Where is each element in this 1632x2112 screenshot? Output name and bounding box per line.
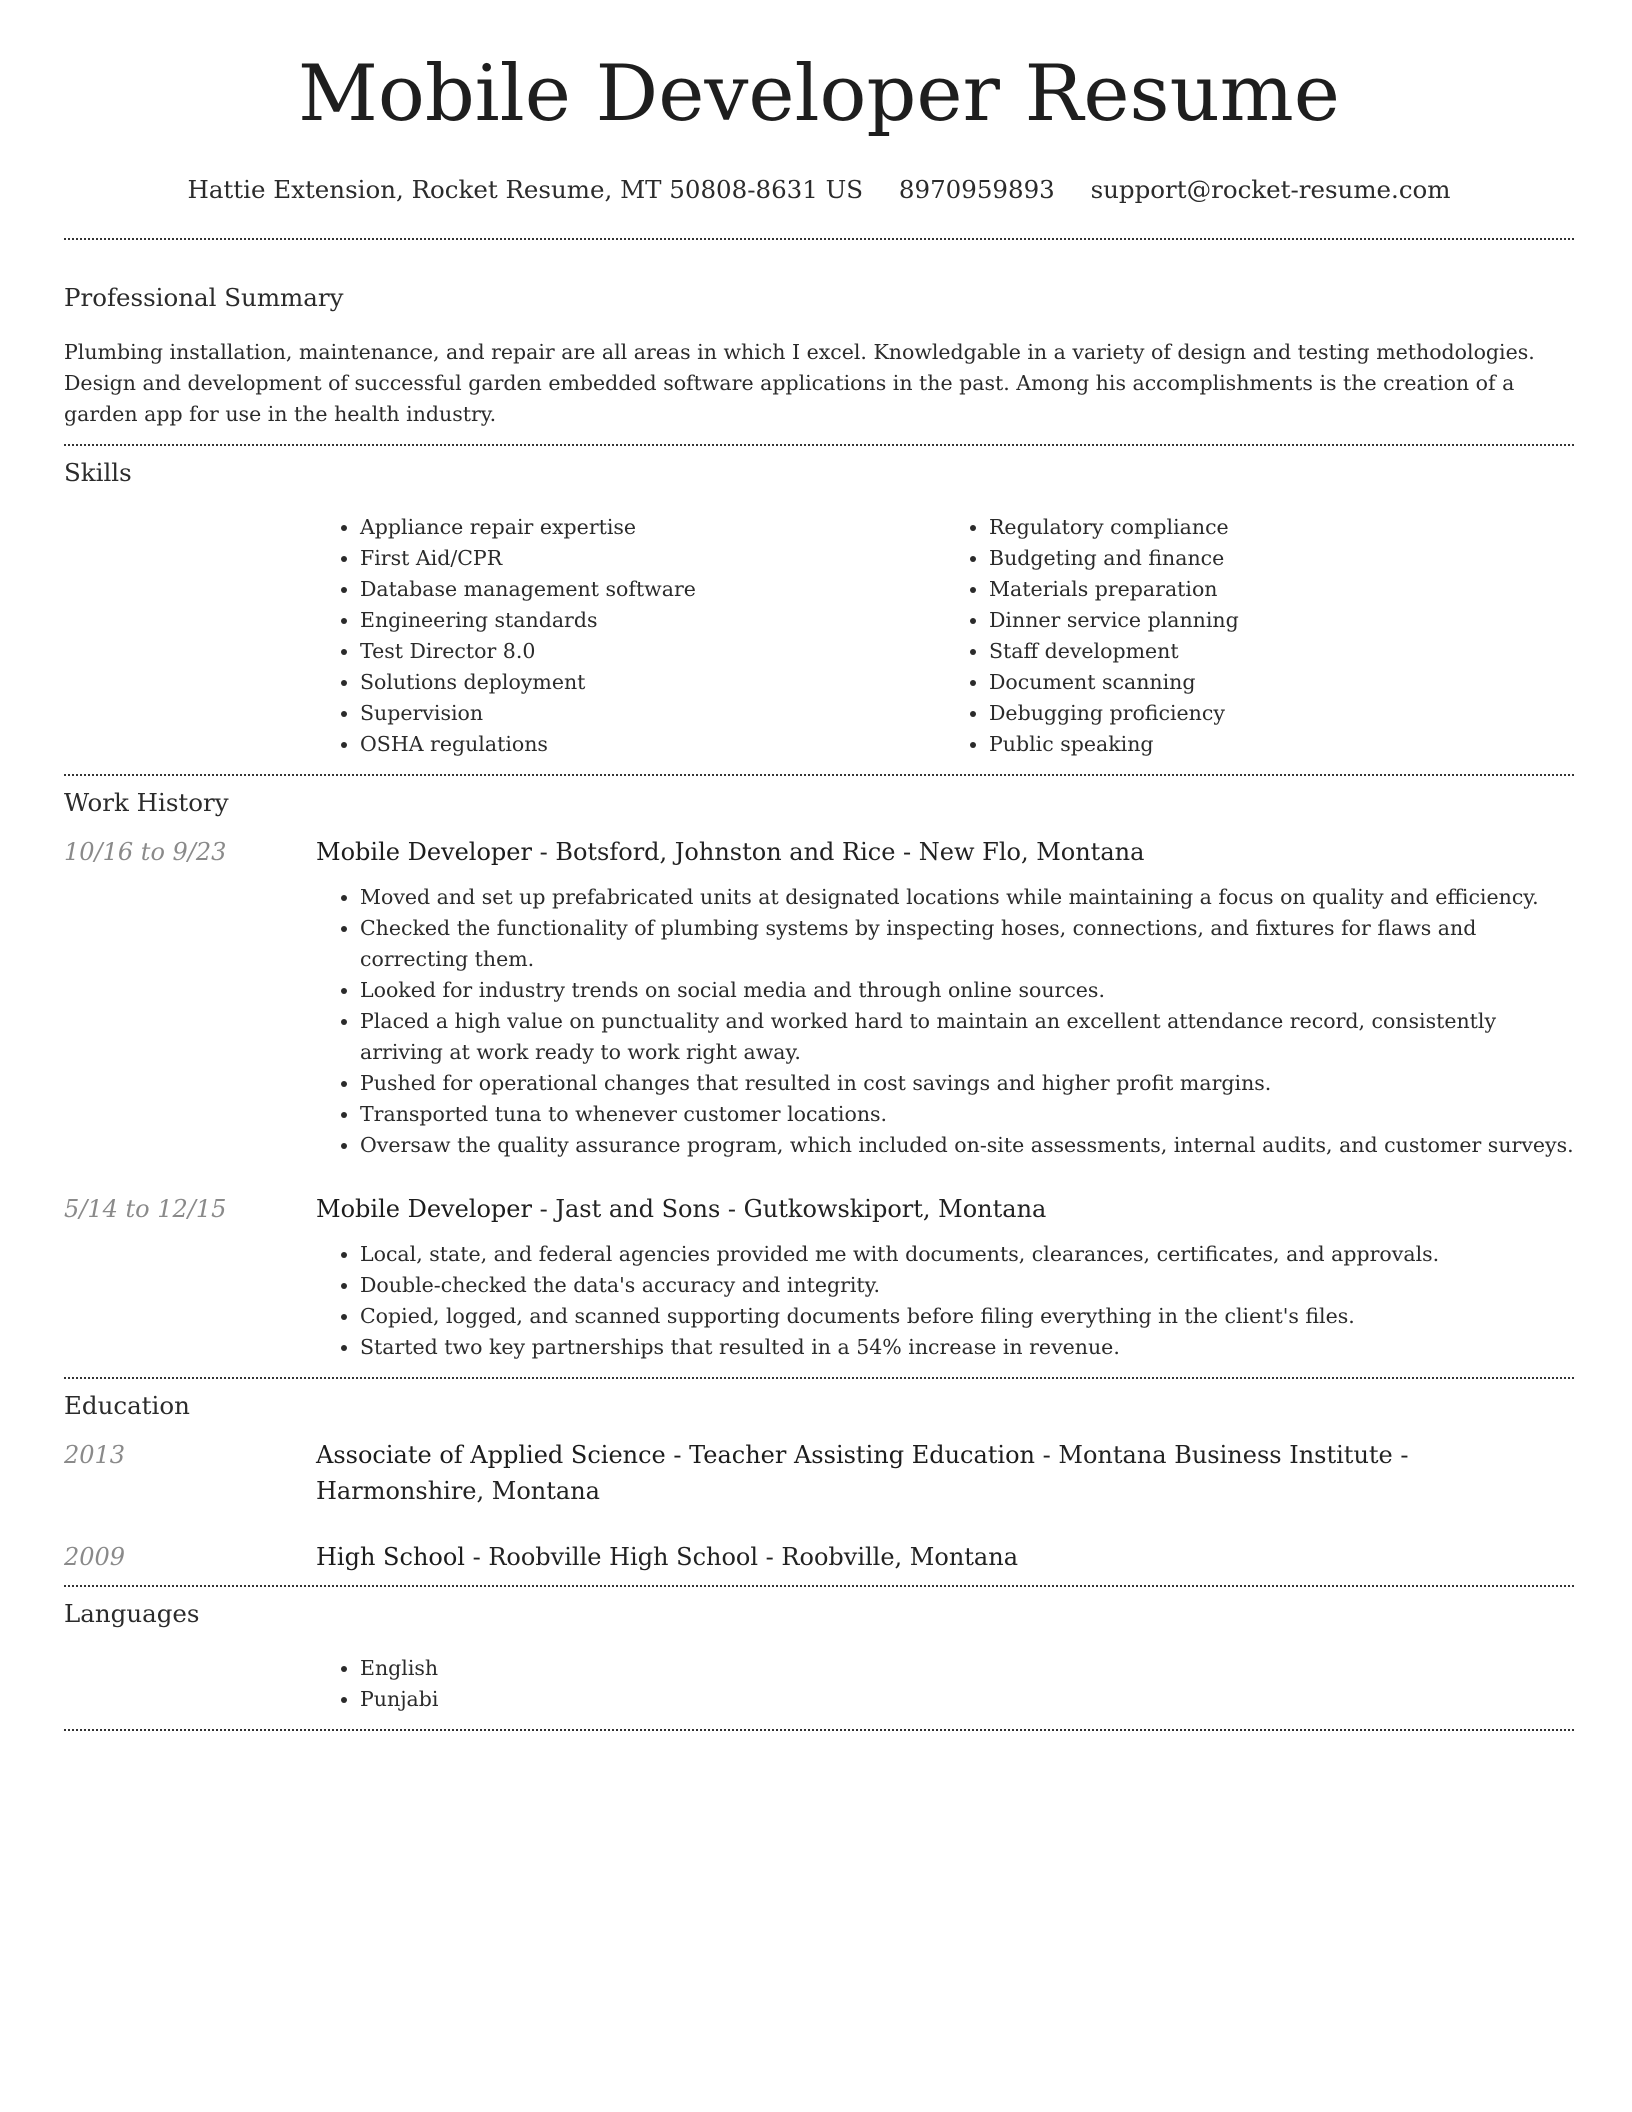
languages-section: [64, 1587, 1574, 1729]
divider: [64, 1729, 1574, 1731]
phone: 8970959893: [898, 175, 1055, 204]
skill-item: • Budgeting and finance: [989, 543, 1574, 574]
skill-item: • Database management software: [360, 574, 945, 605]
section-title: Skills: [64, 458, 132, 487]
job-bullet: • Looked for industry trends on social media and through online sources.: [360, 975, 1574, 1006]
job-role: Mobile Developer: [316, 838, 532, 866]
job-company: - Botsford, Johnston and Rice - New Flo, Montana: [531, 838, 1145, 866]
skill-item: • Document scanning: [989, 667, 1574, 698]
section-title: Education: [64, 1391, 190, 1420]
job-entry: [64, 1191, 1574, 1363]
skills-section: [64, 446, 1574, 774]
job-bullets: [316, 882, 1574, 1161]
education-entry: [64, 1539, 1574, 1575]
job-bullet: • Moved and set up prefabricated units at designated locations while maintaining a focus on quality and efficiency.: [360, 882, 1574, 913]
email: support@rocket-resume.com: [1090, 175, 1451, 204]
skill-item: • OSHA regulations: [360, 729, 945, 760]
job-bullet: • Started two key partnerships that resulted in a 54% increase in revenue.: [360, 1332, 1574, 1363]
job-bullet: • Placed a high value on punctuality and worked hard to maintain an excellent attendance record, consistently arriving at work ready to work right away.: [360, 1006, 1574, 1068]
education-degree: Associate of Applied Science - Teacher Assisting Education: [316, 1441, 1036, 1469]
job-bullet: • Transported tuna to whenever customer locations.: [360, 1099, 1574, 1130]
job-company: - Jast and Sons - Gutkowskiport, Montana: [531, 1195, 1047, 1223]
education-date: 2009: [64, 1543, 126, 1571]
summary-text: Plumbing installation, maintenance, and repair are all areas in which I excel. Knowledgable in a variety of design and testing methodologies. Design and development of successful garden embedded software applications in the past. Among his accomplishments is the creation of a garden app for use in the health industry.: [64, 340, 1535, 426]
job-bullet: • Local, state, and federal agencies provided me with documents, clearances, certificates, and approvals.: [360, 1239, 1574, 1270]
address: Hattie Extension, Rocket Resume, MT 50808-8631 US: [187, 175, 864, 204]
skill-item: • Public speaking: [989, 729, 1574, 760]
resume-title: Mobile Developer Resume: [298, 49, 1340, 139]
skill-item: • Debugging proficiency: [989, 698, 1574, 729]
job-role: Mobile Developer: [316, 1195, 532, 1223]
skill-item: • Solutions deployment: [360, 667, 945, 698]
education-entry: [64, 1437, 1574, 1509]
education-heading: [316, 1437, 1574, 1509]
skill-item: • Regulatory compliance: [989, 512, 1574, 543]
education-section: [64, 1379, 1574, 1585]
job-body: [316, 1191, 1574, 1363]
language-item: • Punjabi: [360, 1684, 1574, 1715]
section-title: Languages: [64, 1599, 200, 1628]
job-heading: [316, 834, 1574, 870]
education-school: - Roobville High School - Roobville, Montana: [464, 1543, 1018, 1571]
skills-columns: [316, 512, 1574, 760]
education-degree: High School: [316, 1543, 465, 1571]
skills-list-right: [945, 512, 1574, 760]
job-date: 10/16 to 9/23: [64, 838, 227, 866]
section-title: Work History: [64, 788, 229, 817]
contact-line: [64, 175, 1574, 204]
section-title: Professional Summary: [64, 283, 344, 312]
work-section: [64, 776, 1574, 1377]
job-bullet: • Checked the functionality of plumbing systems by inspecting hoses, connections, and fixtures for flaws and correcting them.: [360, 913, 1574, 975]
summary-section: [64, 240, 1574, 444]
job-bullets: [316, 1239, 1574, 1363]
job-bullet: • Copied, logged, and scanned supporting documents before filing everything in the client's files.: [360, 1301, 1574, 1332]
education-school: - Montana Business Institute - Harmonshire, Montana: [316, 1441, 1409, 1505]
job-body: [316, 834, 1574, 1161]
education-heading: [316, 1539, 1574, 1575]
language-item: • English: [360, 1653, 1574, 1684]
job-date: 5/14 to 12/15: [64, 1195, 227, 1223]
skill-item: • Supervision: [360, 698, 945, 729]
skill-item: • Test Director 8.0: [360, 636, 945, 667]
skill-item: • Appliance repair expertise: [360, 512, 945, 543]
skill-item: • Materials preparation: [989, 574, 1574, 605]
resume-page: [64, 0, 1574, 1731]
skill-item: • Engineering standards: [360, 605, 945, 636]
job-heading: [316, 1191, 1574, 1227]
education-date: 2013: [64, 1441, 126, 1469]
languages-list: [316, 1653, 1574, 1715]
skill-item: • Dinner service planning: [989, 605, 1574, 636]
skills-list-left: [316, 512, 945, 760]
job-bullet: • Double-checked the data's accuracy and integrity.: [360, 1270, 1574, 1301]
skill-item: • Staff development: [989, 636, 1574, 667]
skill-item: • First Aid/CPR: [360, 543, 945, 574]
job-entry: [64, 834, 1574, 1161]
job-bullet: • Pushed for operational changes that resulted in cost savings and higher profit margins.: [360, 1068, 1574, 1099]
job-bullet: • Oversaw the quality assurance program, which included on-site assessments, internal audits, and customer surveys.: [360, 1130, 1574, 1161]
